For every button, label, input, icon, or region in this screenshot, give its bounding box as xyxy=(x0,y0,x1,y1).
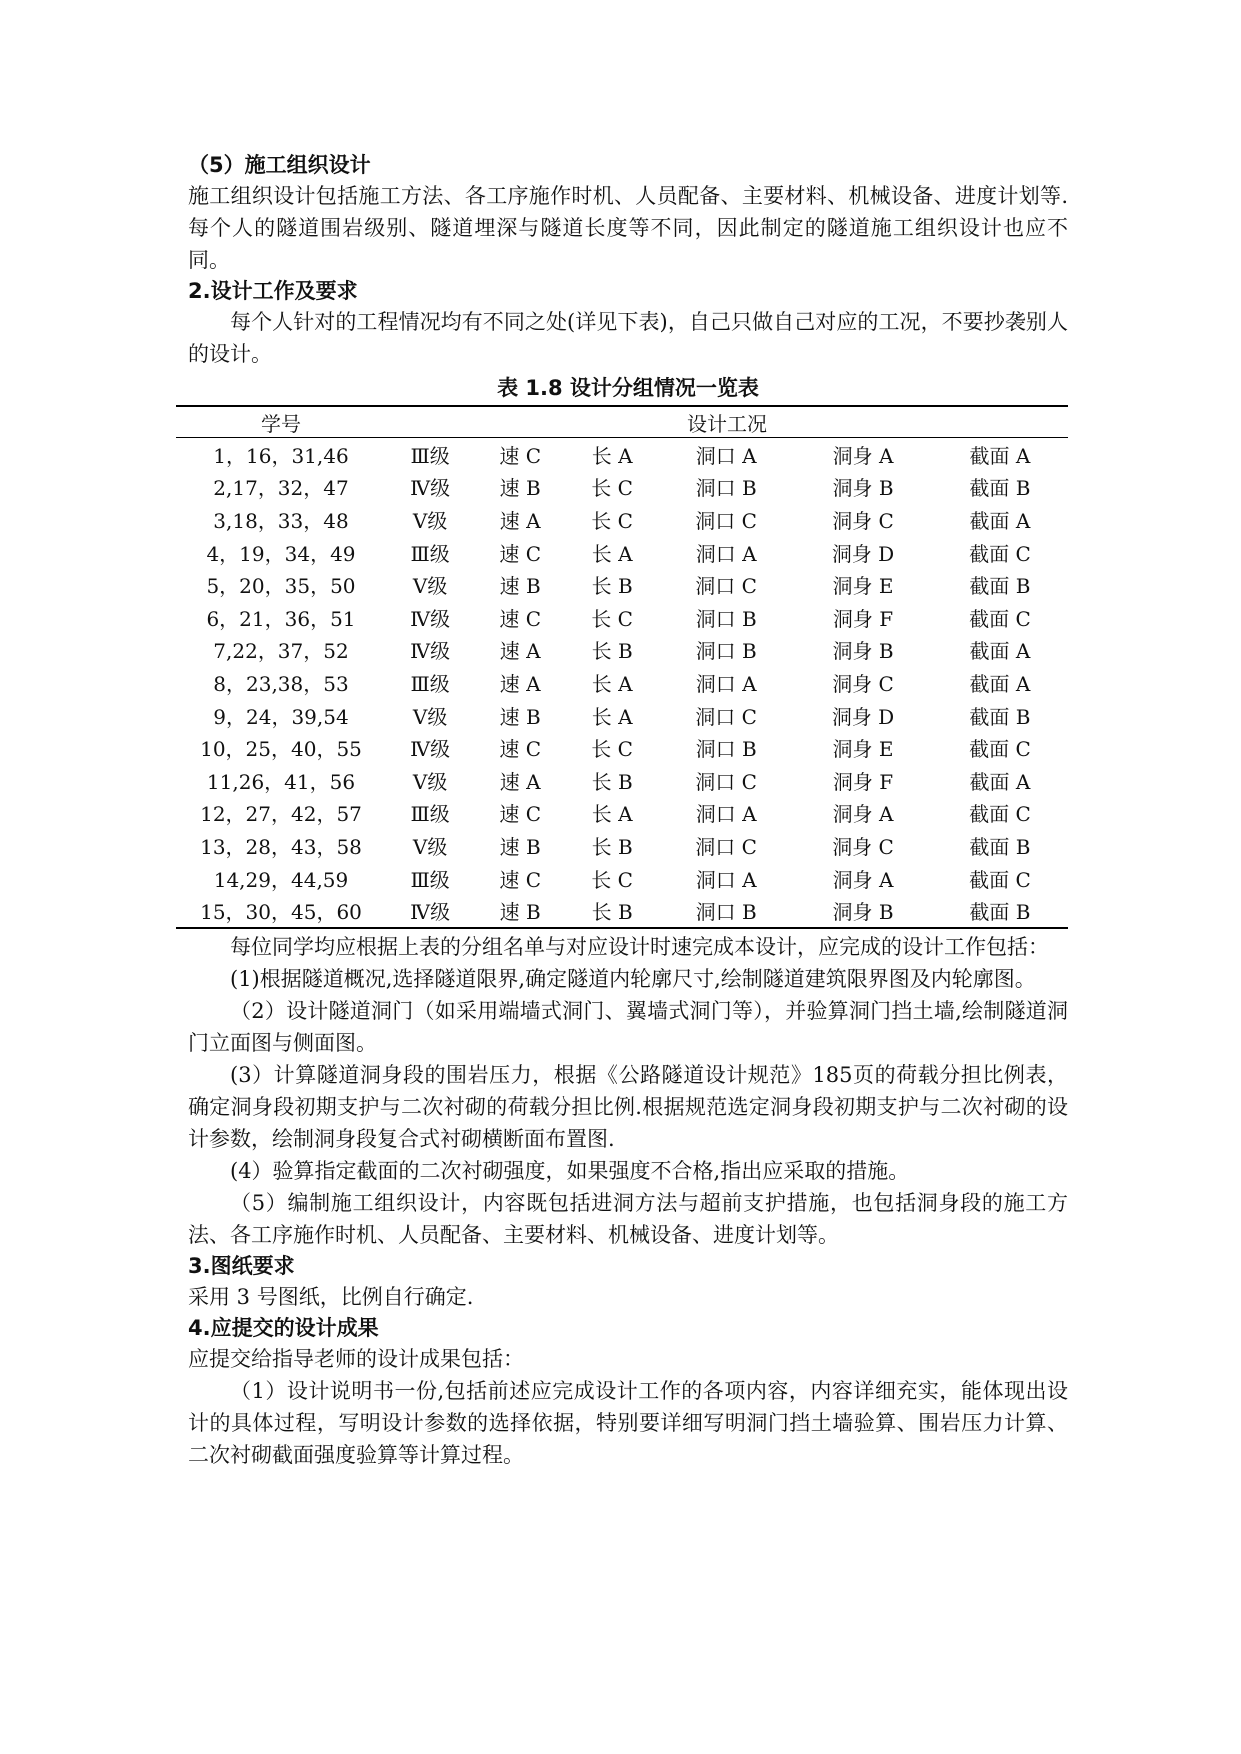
cell-condition: 洞身 A xyxy=(832,867,894,892)
cell-condition: 速 C xyxy=(499,443,542,468)
cell-condition: 洞口 C xyxy=(695,508,757,533)
cell-student-id: 4，19，34，49 xyxy=(206,541,356,566)
cell-condition: 截面 A xyxy=(969,671,1031,696)
cell-condition: 洞身 E xyxy=(832,737,894,762)
cell-condition: 长 A xyxy=(591,541,633,566)
cell-condition: 速 A xyxy=(499,671,541,696)
cell-condition: 截面 B xyxy=(969,900,1031,925)
cell-condition: 速 A xyxy=(499,508,541,533)
cell-condition: 洞口 A xyxy=(695,802,757,827)
section-2-heading: 2.设计工作及要求 xyxy=(188,279,358,303)
cell-condition: 速 B xyxy=(499,476,541,501)
cell-condition: 洞身 D xyxy=(831,704,895,729)
cell-condition: 洞口 A xyxy=(695,867,757,892)
cell-condition: 洞身 C xyxy=(832,834,894,859)
table-row xyxy=(176,536,1068,569)
cell-condition: 洞口 B xyxy=(695,606,757,631)
cell-condition: 截面 A xyxy=(969,639,1031,664)
cell-condition: 截面 C xyxy=(969,867,1031,892)
table-row xyxy=(176,731,1068,764)
cell-condition: Ⅲ级 xyxy=(410,443,450,468)
table-body xyxy=(176,438,1068,928)
cell-condition: Ⅴ级 xyxy=(412,574,448,599)
work-item-4: (4）验算指定截面的二次衬砌强度，如果强度不合格,指出应采取的措施。 xyxy=(230,1158,910,1183)
cell-condition: 洞口 A xyxy=(695,671,757,696)
cell-condition: Ⅴ级 xyxy=(412,769,448,794)
cell-condition: Ⅴ级 xyxy=(412,834,448,859)
cell-condition: 洞口 B xyxy=(695,900,757,925)
table-row xyxy=(176,797,1068,830)
cell-condition: 速 B xyxy=(499,704,541,729)
cell-student-id: 9，24，39,54 xyxy=(213,704,349,729)
cell-condition: 长 A xyxy=(591,704,633,729)
section-5-body: 施工组织设计包括施工方法、各工序施作时机、人员配备、主要材料、机械设备、进度计划等.每个人的隧道围岩级别、隧道埋深与隧道长度等不同，因此制定的隧道施工组织设计也应不同。 xyxy=(188,184,1068,272)
cell-student-id: 11,26，41，56 xyxy=(206,769,356,794)
header-design-conditions: 设计工况 xyxy=(687,411,767,436)
cell-condition: 长 A xyxy=(591,443,633,468)
cell-condition: 截面 C xyxy=(969,606,1031,631)
cell-condition: Ⅳ级 xyxy=(410,639,451,664)
table-row xyxy=(176,471,1068,504)
cell-condition: 速 A xyxy=(499,769,541,794)
table-caption: 表 1.8 设计分组情况一览表 xyxy=(497,376,759,400)
cell-condition: 速 C xyxy=(499,541,542,566)
cell-condition: 洞身 B xyxy=(832,476,894,501)
cell-condition: 速 B xyxy=(499,574,541,599)
cell-condition: 截面 C xyxy=(969,802,1031,827)
work-item-5: （5）编制施工组织设计，内容既包括进洞方法与超前支护措施，也包括洞身段的施工方法、各工序施作时机、人员配备、主要材料、机械设备、进度计划等。 xyxy=(188,1190,1068,1247)
cell-condition: 长 C xyxy=(591,476,633,501)
table-row xyxy=(176,568,1068,601)
table-row xyxy=(176,862,1068,895)
table-row xyxy=(176,829,1068,862)
cell-condition: 长 A xyxy=(591,802,633,827)
cell-condition: 速 C xyxy=(499,867,542,892)
section-3-body: 采用 3 号图纸，比例自行确定. xyxy=(188,1284,474,1309)
table-row xyxy=(176,503,1068,536)
cell-condition: 长 C xyxy=(591,867,633,892)
cell-condition: 洞口 B xyxy=(695,476,757,501)
cell-condition: 长 B xyxy=(591,900,633,925)
section-4-heading: 4.应提交的设计成果 xyxy=(188,1315,379,1340)
cell-condition: Ⅲ级 xyxy=(410,802,450,827)
cell-condition: 洞口 C xyxy=(695,769,757,794)
cell-condition: 洞身 D xyxy=(831,541,895,566)
cell-condition: 速 C xyxy=(499,737,542,762)
cell-student-id: 14,29，44,59 xyxy=(213,867,349,892)
cell-condition: 长 C xyxy=(591,508,633,533)
cell-condition: 洞身 C xyxy=(832,508,894,533)
cell-condition: 截面 C xyxy=(969,737,1031,762)
after-table-intro: 每位同学均应根据上表的分组名单与对应设计时速完成本设计，应完成的设计工作包括： xyxy=(230,934,1049,959)
deliverable-item-1: （1）设计说明书一份,包括前述应完成设计工作的各项内容，内容详细充实，能体现出设计的具体过程，写明设计参数的选择依据，特别要详细写明洞门挡土墙验算、围岩压力计算、二次衬砌截面强度验算等计算过程。 xyxy=(188,1378,1068,1467)
cell-condition: 长 B xyxy=(591,834,633,859)
cell-condition: Ⅲ级 xyxy=(410,541,450,566)
table-row xyxy=(176,699,1068,732)
section-5-heading: （5）施工组织设计 xyxy=(188,153,371,177)
header-student-id: 学号 xyxy=(261,411,301,436)
cell-condition: 洞身 B xyxy=(832,639,894,664)
cell-condition: 速 B xyxy=(499,900,541,925)
cell-condition: 洞口 B xyxy=(695,639,757,664)
cell-condition: Ⅳ级 xyxy=(410,900,451,925)
table-row xyxy=(176,601,1068,634)
cell-condition: 截面 B xyxy=(969,704,1031,729)
cell-condition: Ⅳ级 xyxy=(410,737,451,762)
cell-student-id: 5，20，35，50 xyxy=(206,574,356,599)
cell-condition: 速 C xyxy=(499,606,542,631)
cell-condition: 洞口 A xyxy=(695,443,757,468)
cell-student-id: 6，21，36，51 xyxy=(206,606,356,631)
cell-condition: 洞口 C xyxy=(695,834,757,859)
cell-condition: Ⅳ级 xyxy=(410,606,451,631)
cell-condition: Ⅲ级 xyxy=(410,671,450,696)
table-row xyxy=(176,634,1068,667)
cell-condition: 截面 A xyxy=(969,769,1031,794)
section-3-heading: 3.图纸要求 xyxy=(188,1253,295,1278)
cell-condition: 洞身 F xyxy=(832,606,894,631)
cell-condition: 长 B xyxy=(591,639,633,664)
section-2-intro: 每个人针对的工程情况均有不同之处(详见下表)，自己只做自己对应的工况，不要抄袭别人的设计。 xyxy=(188,310,1068,366)
cell-condition: 洞口 B xyxy=(695,737,757,762)
cell-condition: 截面 B xyxy=(969,476,1031,501)
cell-condition: 洞身 F xyxy=(832,769,894,794)
cell-condition: 长 B xyxy=(591,769,633,794)
cell-condition: Ⅴ级 xyxy=(412,704,448,729)
cell-condition: 速 C xyxy=(499,802,542,827)
document-page xyxy=(188,150,1068,1471)
cell-student-id: 3,18，33，48 xyxy=(213,508,349,533)
cell-condition: 洞身 A xyxy=(832,802,894,827)
cell-student-id: 15，30，45，60 xyxy=(200,900,362,925)
cell-condition: 截面 B xyxy=(969,574,1031,599)
table-header-row xyxy=(176,406,1068,438)
cell-condition: 截面 C xyxy=(969,541,1031,566)
cell-condition: 截面 A xyxy=(969,508,1031,533)
cell-condition: 洞口 A xyxy=(695,541,757,566)
table-row xyxy=(176,764,1068,797)
cell-condition: 洞身 C xyxy=(832,671,894,696)
table-row xyxy=(176,438,1068,471)
cell-student-id: 2,17，32，47 xyxy=(213,476,349,501)
cell-student-id: 13，28，43，58 xyxy=(200,834,362,859)
cell-student-id: 10，25，40，55 xyxy=(200,737,362,762)
cell-condition: 洞口 C xyxy=(695,704,757,729)
cell-condition: 长 A xyxy=(591,671,633,696)
cell-student-id: 12，27，42，57 xyxy=(200,802,362,827)
section-4-intro: 应提交给指导老师的设计成果包括： xyxy=(188,1346,524,1371)
cell-condition: 截面 B xyxy=(969,834,1031,859)
cell-condition: 洞身 E xyxy=(832,574,894,599)
cell-condition: 洞口 C xyxy=(695,574,757,599)
cell-student-id: 1，16，31,46 xyxy=(213,443,349,468)
cell-condition: 速 B xyxy=(499,834,541,859)
cell-condition: 洞身 B xyxy=(832,900,894,925)
work-item-1: (1)根据隧道概况,选择隧道限界,确定隧道内轮廓尺寸,绘制隧道建筑限界图及内轮廓图。 xyxy=(230,966,1036,991)
design-group-table xyxy=(176,405,1068,929)
cell-condition: Ⅳ级 xyxy=(410,476,451,501)
cell-condition: 截面 A xyxy=(969,443,1031,468)
cell-student-id: 7,22，37，52 xyxy=(213,639,349,664)
cell-condition: 速 A xyxy=(499,639,541,664)
work-item-3: (3）计算隧道洞身段的围岩压力，根据《公路隧道设计规范》185页的荷载分担比例表，确定洞身段初期支护与二次衬砌的荷载分担比例.根据规范选定洞身段初期支护与二次衬砌的设计参数，绘制洞身段复合式衬砌横断面布置图. xyxy=(188,1062,1068,1151)
work-item-2: （2）设计隧道洞门（如采用端墙式洞门、翼墙式洞门等），并验算洞门挡土墙,绘制隧道洞门立面图与侧面图。 xyxy=(188,998,1068,1055)
cell-condition: 洞身 A xyxy=(832,443,894,468)
cell-condition: Ⅲ级 xyxy=(410,867,450,892)
table-row xyxy=(176,666,1068,699)
cell-condition: 长 C xyxy=(591,606,633,631)
table-row xyxy=(176,894,1068,928)
cell-condition: 长 B xyxy=(591,574,633,599)
cell-condition: Ⅴ级 xyxy=(412,508,448,533)
cell-condition: 长 C xyxy=(591,737,633,762)
cell-student-id: 8，23,38，53 xyxy=(213,671,349,696)
